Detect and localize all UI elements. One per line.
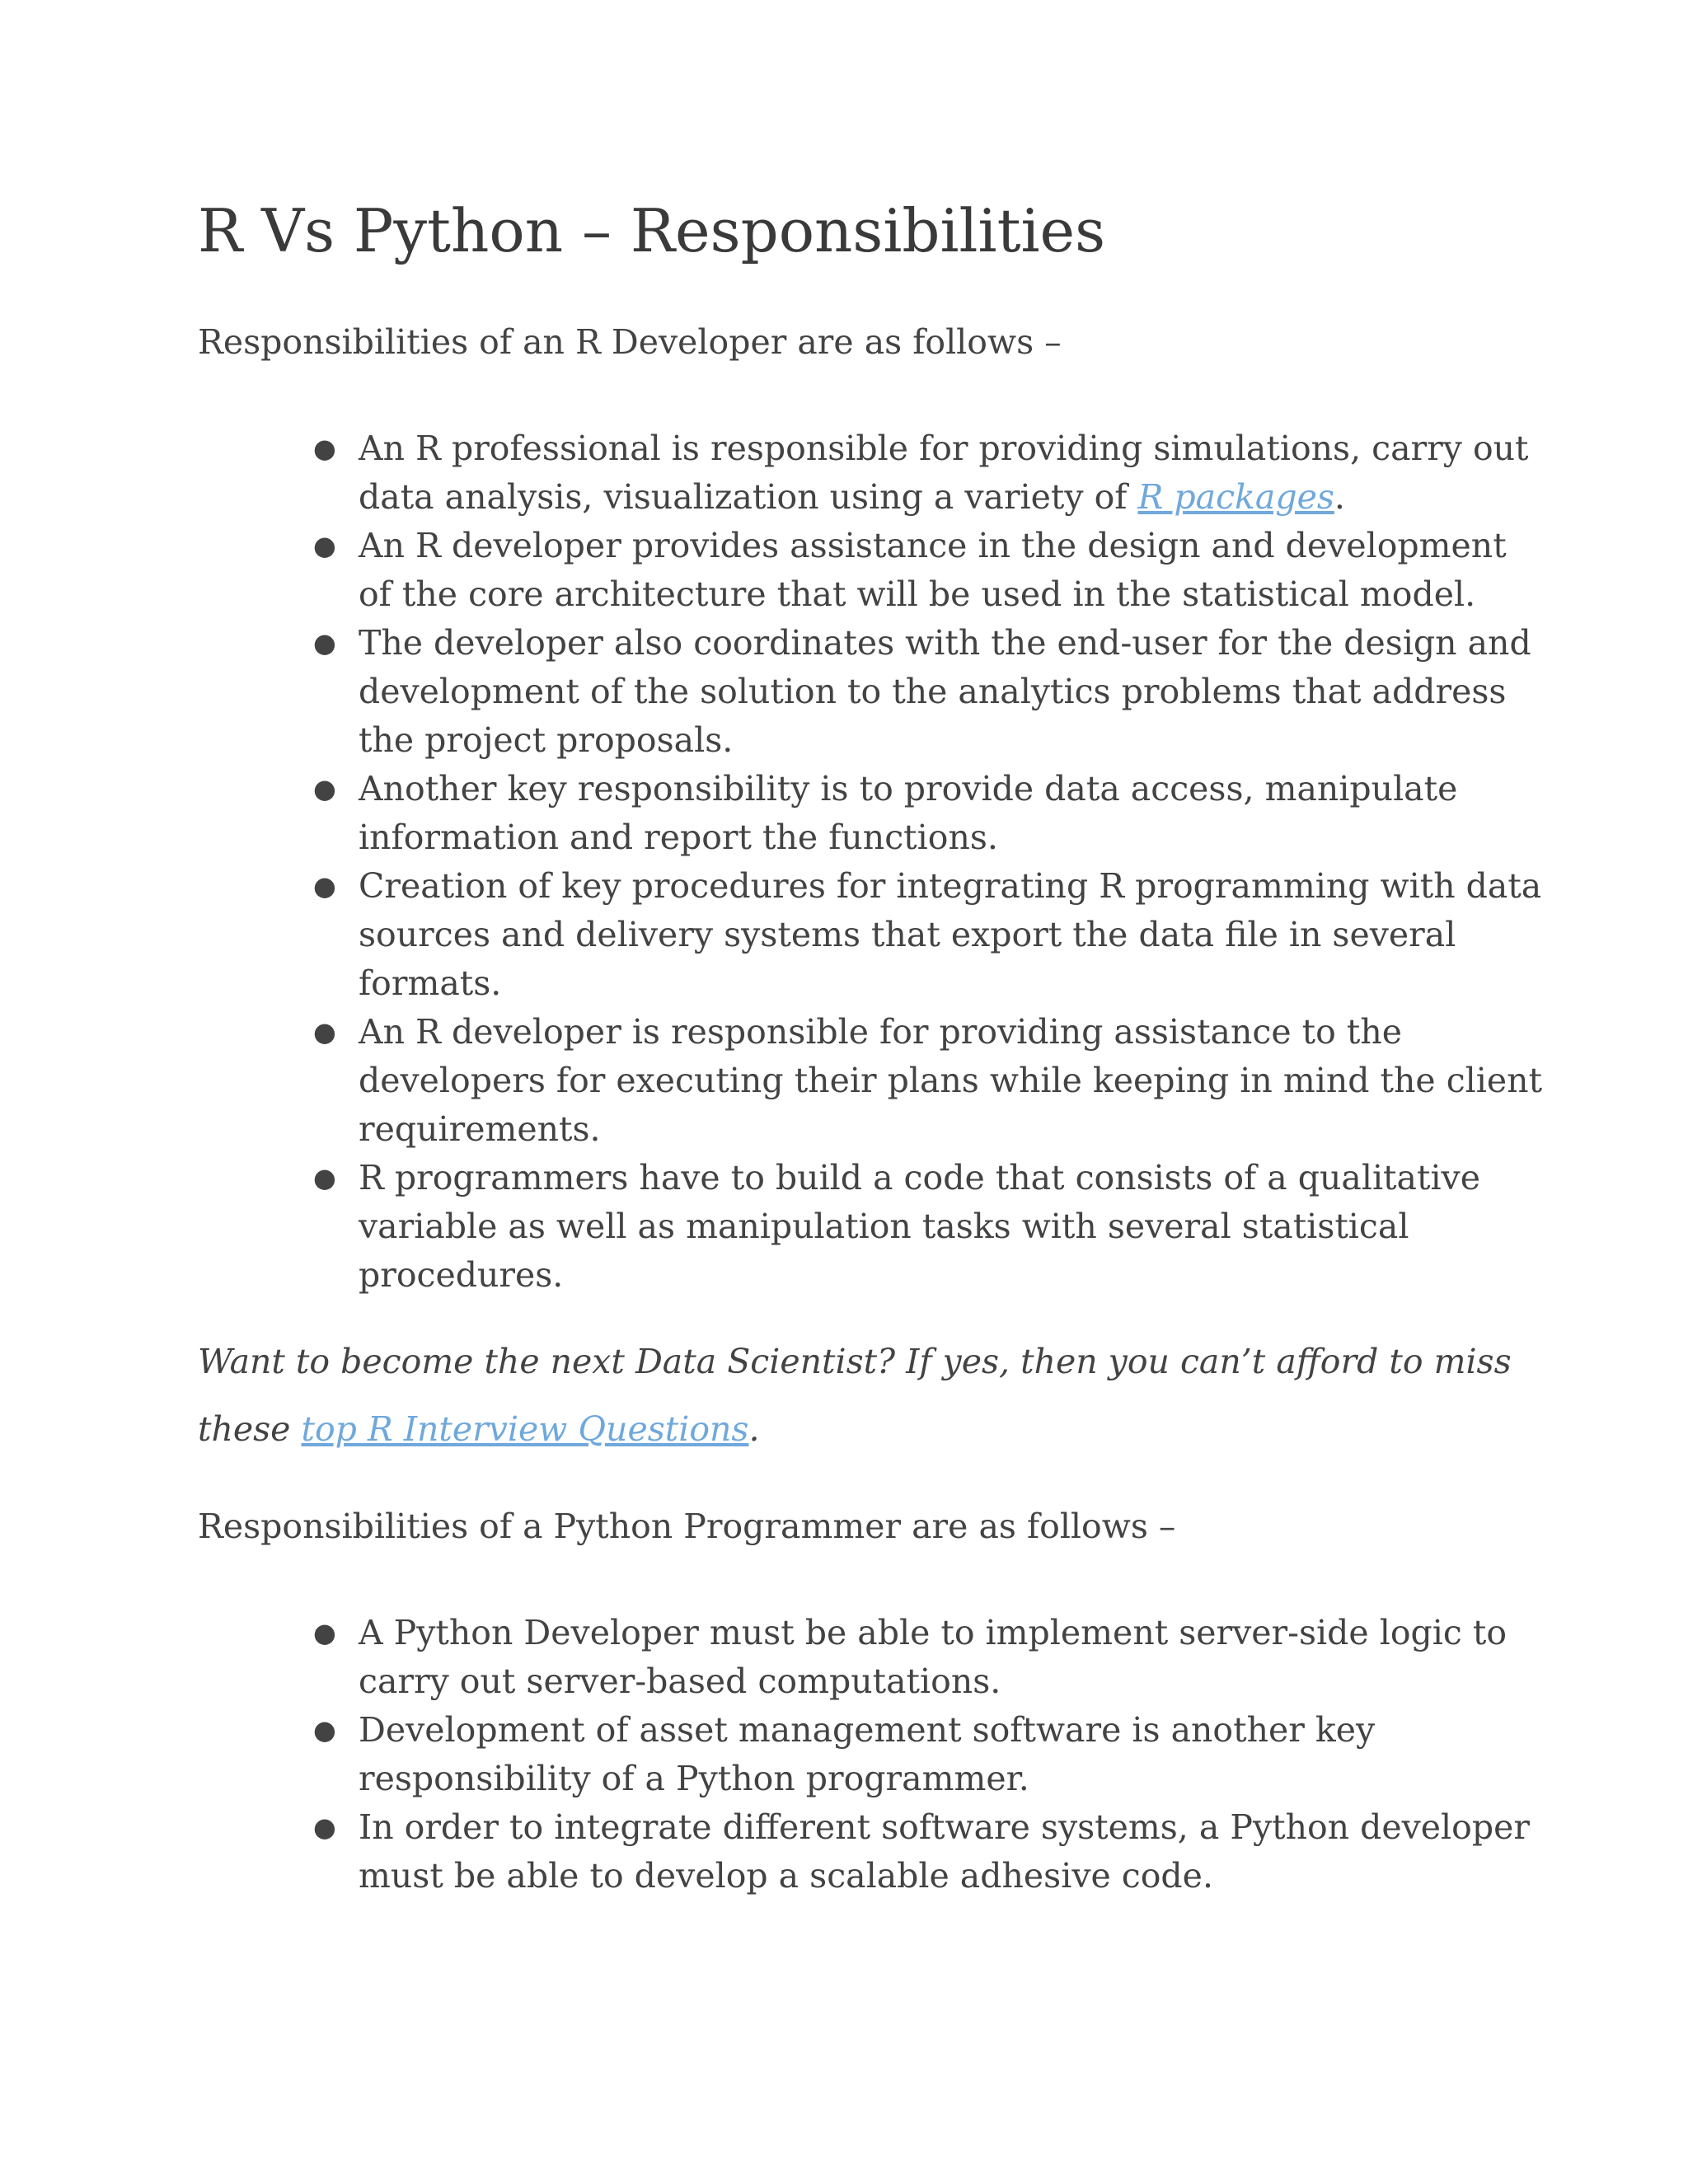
callout-text: these [198, 1409, 302, 1449]
list-item-line: Another key responsibility is to provide data access, manipulate [359, 769, 1458, 808]
callout-line [198, 1395, 1512, 1463]
list-item-line: An R developer provides assistance in the design and development [359, 526, 1507, 565]
bullet-icon: ● [313, 1617, 336, 1648]
list-item [198, 1706, 1484, 1803]
list-item-line [359, 473, 1484, 522]
r-interview-questions-link[interactable]: top R Interview Questions [301, 1409, 749, 1449]
list-item [198, 862, 1542, 1008]
python-section-intro: Responsibilities of a Python Programmer are as follows – [198, 1507, 1176, 1546]
bullet-icon: ● [313, 1016, 336, 1047]
list-item-line: procedures. [359, 1255, 564, 1295]
bullet-icon: ● [313, 870, 336, 902]
python-responsibilities-list [198, 1609, 1530, 1900]
bullet-icon: ● [313, 1162, 336, 1193]
bullet-icon: ● [313, 1811, 336, 1843]
list-item [198, 1008, 1543, 1154]
list-item-line: carry out server-based computations. [359, 1661, 1001, 1701]
list-item [198, 1609, 1507, 1706]
list-item-line: must be able to develop a scalable adhesive code. [359, 1856, 1213, 1896]
list-item-line: variable as well as manipulation tasks with several statistical [359, 1207, 1409, 1246]
list-item-line: Development of asset management software is another key [359, 1710, 1376, 1750]
list-item [198, 1154, 1484, 1300]
punctuation: . [748, 1409, 760, 1449]
list-item-line: An R professional is responsible for providing simulations, carry out [359, 429, 1529, 468]
r-section-intro: Responsibilities of an R Developer are as follows – [198, 322, 1062, 362]
punctuation: . [1334, 477, 1345, 517]
page-title: R Vs Python – Responsibilities [198, 196, 1106, 265]
list-item-line: R programmers have to build a code that consists of a qualitative [359, 1158, 1480, 1197]
bullet-icon: ● [313, 530, 336, 561]
list-item-line: information and report the functions. [359, 818, 998, 857]
interview-questions-callout [198, 1328, 1512, 1463]
list-item [198, 522, 1507, 619]
list-item-line: The developer also coordinates with the end-user for the design and [359, 623, 1531, 663]
list-item-line: developers for executing their plans while keeping in mind the client [359, 1061, 1543, 1100]
list-item [198, 765, 1484, 862]
list-item-line: requirements. [359, 1109, 601, 1149]
list-item-line: development of the solution to the analytics problems that address [359, 672, 1507, 711]
list-item-line: A Python Developer must be able to implement server-side logic to [359, 1613, 1507, 1652]
r-responsibilities-list [198, 424, 1543, 1300]
callout-line: Want to become the next Data Scientist? If yes, then you can’t afford to miss [198, 1342, 1512, 1381]
list-item-line: sources and delivery systems that export the data file in several [359, 915, 1456, 954]
list-item-line: responsibility of a Python programmer. [359, 1759, 1029, 1798]
bullet-icon: ● [313, 1714, 336, 1746]
list-item [198, 619, 1531, 765]
list-item-line: the project proposals. [359, 720, 734, 760]
list-item-line: Creation of key procedures for integrating R programming with data [359, 866, 1542, 906]
list-item [198, 1803, 1530, 1900]
list-item-text: data analysis, visualization using a variety of [359, 477, 1138, 517]
bullet-icon: ● [313, 433, 336, 464]
list-item-line: of the core architecture that will be used in the statistical model. [359, 574, 1476, 614]
list-item-line: formats. [359, 963, 502, 1003]
list-item-line: An R developer is responsible for providing assistance to the [359, 1012, 1402, 1052]
bullet-icon: ● [313, 627, 336, 658]
list-item [198, 424, 1529, 522]
list-item-line: In order to integrate different software systems, a Python developer [359, 1807, 1530, 1847]
bullet-icon: ● [313, 773, 336, 804]
r-packages-link[interactable]: R packages [1137, 477, 1334, 517]
